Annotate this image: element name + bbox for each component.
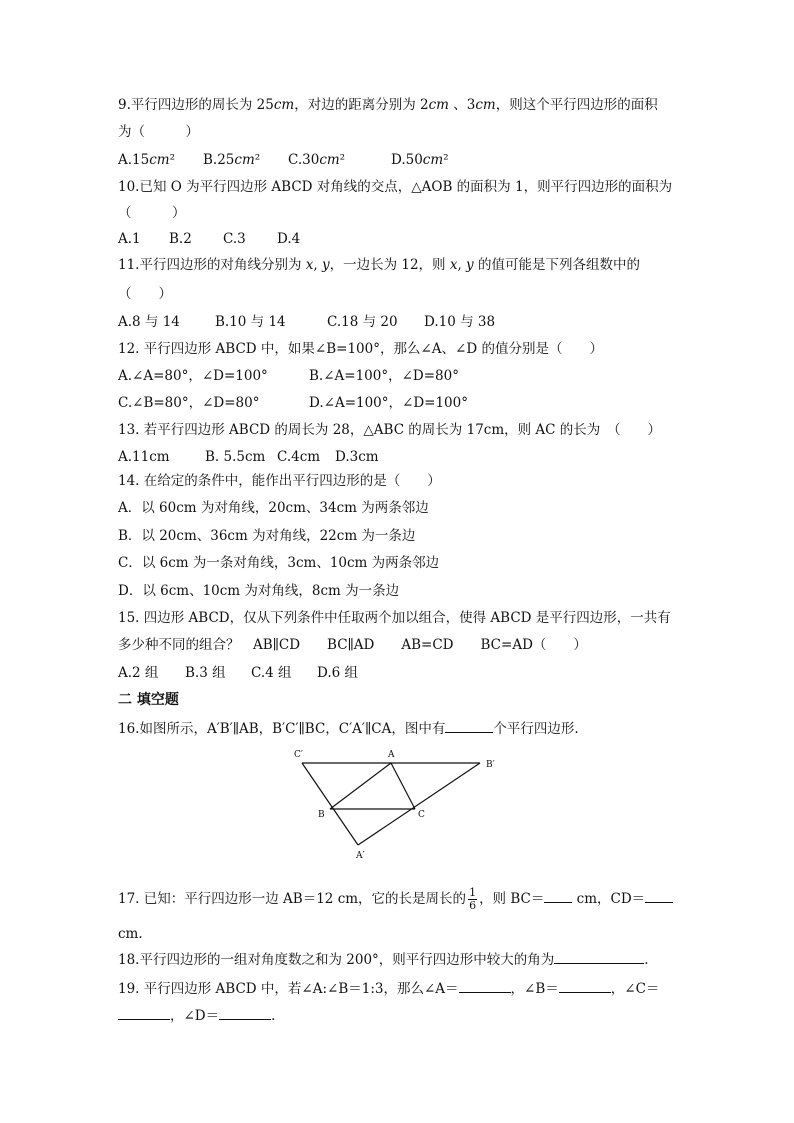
q16-blank[interactable]: [445, 718, 493, 733]
q13-option-c: C.4cm: [277, 449, 321, 465]
label-b-prime: B′: [486, 760, 495, 770]
q17-line: [118, 887, 673, 912]
q19-b-blank[interactable]: [559, 978, 611, 993]
q19-d-blank[interactable]: [219, 1005, 271, 1020]
q14-option-b: B．以 20cm、36cm 为对角线，22cm 为一条边: [118, 528, 416, 544]
label-c-prime: C′: [294, 750, 303, 760]
q12-option-b: B.∠A=100°，∠D=80°: [309, 368, 459, 384]
q17-cd-label: cm，CD＝: [572, 891, 646, 907]
q10-option-a: A.1: [118, 231, 141, 247]
q14-option-d: D．以 6cm、10cm 为对角线，8cm 为一条边: [118, 583, 400, 599]
q15-option-c: C.4 组: [251, 665, 292, 681]
q11-bracket: （ ）: [118, 286, 172, 302]
q19-b-label: ，∠B＝: [510, 981, 559, 997]
q18-stem: 18.平行四边形的一组对角度数之和为 200°，则平行四边形中较大的角为: [118, 952, 555, 968]
q13-option-a: A.11cm: [118, 449, 170, 465]
label-c: C: [418, 810, 425, 820]
q14-option-a: A．以 60cm 为对角线，20cm、34cm 为两条邻边: [118, 500, 429, 516]
parallelogram-figure: [290, 745, 510, 865]
q9-bracket: 为（ ）: [118, 124, 199, 140]
q9-stem: 9.平行四边形的周长为 25𝑐𝑚，对边的距离分别为 2𝑐𝑚 、3𝑐𝑚，则这个平行四边形的面积: [118, 97, 658, 113]
q10-option-c: C.3: [223, 231, 246, 247]
q19-line: [118, 978, 659, 998]
line-a-c: [391, 763, 415, 809]
q11-option-a: A.8 与 14: [118, 314, 180, 330]
q19-end: .: [271, 1008, 276, 1024]
q16-stem-end: 个平行四边形.: [493, 721, 579, 737]
q17-fraction: [468, 887, 477, 912]
label-a-prime: A′: [356, 851, 365, 861]
q17-bc-label: ，则 BC＝: [479, 891, 545, 907]
q16-stem: 16.如图所示，A′B′∥AB，B′C′∥BC，C′A′∥CA，图中有: [118, 721, 446, 737]
q10-bracket: （ ）: [118, 205, 186, 221]
q19-c-label: ，∠C＝: [610, 981, 660, 997]
q19-d-label: ，∠D＝: [170, 1008, 220, 1024]
q15-option-d: D.6 组: [317, 665, 359, 681]
q12-option-c: C.∠B=80°，∠D=80°: [118, 395, 260, 411]
q12-option-d: D.∠A=100°，∠D=100°: [309, 395, 468, 411]
q19-a-blank[interactable]: [459, 978, 511, 993]
q13-option-b: B. 5.5cm: [205, 449, 266, 465]
label-b: B: [318, 810, 325, 820]
q18-blank[interactable]: [554, 949, 644, 964]
q9-option-c: C.30𝑐𝑚²: [288, 152, 346, 168]
q14-option-c: C．以 6cm 为一条对角线，3cm、10cm 为两条邻边: [118, 555, 440, 571]
q15-conditions: 多少种不同的组合？ AB∥CD BC∥AD AB=CD BC=AD（ ）: [118, 637, 587, 653]
q17-unit: cm.: [118, 926, 143, 942]
section-title: 二 填空题: [118, 692, 179, 708]
q18-line: [118, 949, 649, 969]
q17-fraction-numerator: 1: [469, 886, 477, 899]
q15-option-a: A.2 组: [118, 665, 159, 681]
q19-line2: [118, 1005, 275, 1025]
q12-option-a: A.∠A=80°，∠D=100°: [118, 368, 268, 384]
q13-stem: 13. 若平行四边形 ABCD 的周长为 28，△ABC 的周长为 17cm，则 AC 的长为 （ ）: [118, 422, 662, 438]
q15-option-b: B.3 组: [185, 665, 226, 681]
q11-option-b: B.10 与 14: [215, 314, 286, 330]
line-b-a: [330, 763, 391, 809]
line-a1-b1: [358, 763, 480, 845]
q18-end: .: [644, 952, 649, 968]
q9-option-b: B.25𝑐𝑚²: [203, 152, 261, 168]
q11-option-d: D.10 与 38: [424, 314, 496, 330]
q14-stem: 14. 在给定的条件中，能作出平行四边形的是（ ）: [118, 473, 441, 489]
q11-option-c: C.18 与 20: [327, 314, 398, 330]
q9-option-d: D.50𝑐𝑚²: [391, 152, 449, 168]
line-c1-a1: [302, 763, 358, 845]
q11-stem: 11.平行四边形的对角线分别为 𝑥, 𝑦，一边长为 12，则 𝑥, 𝑦 的值可能是下列各组数中的: [118, 257, 640, 273]
q10-option-d: D.4: [277, 231, 301, 247]
q9-option-a: A.15𝑐𝑚²: [118, 152, 175, 168]
q17-cd-blank[interactable]: [645, 888, 673, 903]
q19-c-blank[interactable]: [118, 1005, 170, 1020]
q10-stem: 10.已知 O 为平行四边形 ABCD 对角线的交点，△AOB 的面积为 1，则平行四边形的面积为: [118, 179, 673, 195]
q10-option-b: B.2: [169, 231, 192, 247]
q19-stem: 19. 平行四边形 ABCD 中，若∠A:∠B＝1:3，那么∠A＝: [118, 981, 459, 997]
q15-stem: 15. 四边形 ABCD，仅从下列条件中任取两个加以组合，使得 ABCD 是平行四边形，一共有: [118, 610, 671, 626]
q17-stem: 17. 已知：平行四边形一边 AB＝12 cm，它的长是周长的: [118, 891, 467, 907]
q17-fraction-denominator: 6: [469, 899, 477, 912]
q17-bc-blank[interactable]: [544, 888, 572, 903]
q16-line: [118, 718, 579, 738]
label-a: A: [388, 750, 395, 760]
q12-stem: 12. 平行四边形 ABCD 中，如果∠B=100°，那么∠A、∠D 的值分别是（ ）: [118, 341, 603, 357]
q13-option-d: D.3cm: [335, 449, 379, 465]
